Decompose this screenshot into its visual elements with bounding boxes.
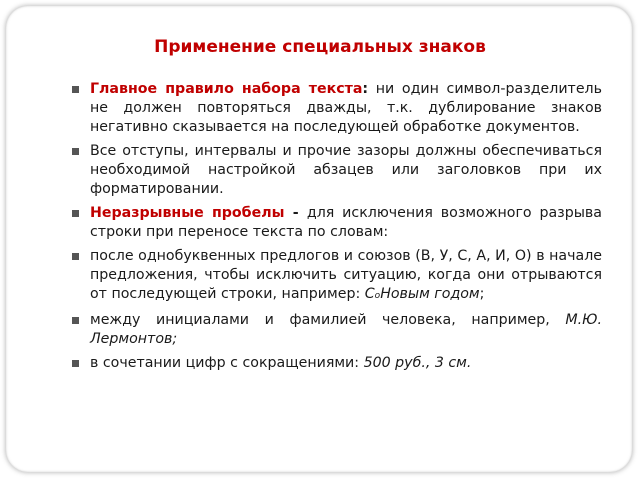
initials-example: М.Ю. Лермонтов; [90, 312, 602, 347]
prepositions-tail: ; [479, 286, 485, 302]
bullet-nonbreaking-spaces [72, 204, 602, 242]
nbsp-mark: о [374, 291, 381, 301]
initials-text: между инициалами и фамилией человека, например, [90, 312, 566, 328]
bullet-numbers [72, 354, 602, 373]
bullet-indents [72, 142, 602, 199]
bullet-prepositions [72, 247, 602, 306]
prepositions-text: после однобуквенных предлогов и союзов (В, У, С, А, И, О) в начале предложения, чтобы исключить ситуацию, когда они отрываются от последующей строки, например: [90, 248, 602, 302]
indents-text: Все отступы, интервалы и прочие зазоры должны обеспечиваться необходимой настройкой абзацев или заголовков при их форматировании. [90, 143, 602, 197]
nonbreaking-separator: - [284, 205, 307, 221]
nonbreaking-text: для исключения возможного разрыва строки при переносе текста по словам: [90, 205, 602, 240]
slide-title: Применение специальных знаков [154, 37, 486, 57]
prepositions-example-letter: С [364, 286, 375, 302]
numbers-example: 500 руб., 3 см. [363, 355, 472, 371]
bullet-initials [72, 311, 602, 349]
bullet-list [72, 80, 602, 378]
main-rule-heading: Главное правило набора текста [90, 81, 363, 97]
main-rule-text: ни один символ-разделитель не должен повторяться дважды, т.к. дублирование знаков негативно сказывается на последующей обработке документов. [90, 81, 602, 135]
prepositions-example-rest: Новым годом [380, 286, 480, 302]
bullet-main-rule [72, 80, 602, 137]
main-rule-separator: : [362, 81, 369, 97]
numbers-text: в сочетании цифр с сокращениями: [90, 355, 364, 371]
nonbreaking-heading: Неразрывные пробелы [90, 205, 285, 221]
